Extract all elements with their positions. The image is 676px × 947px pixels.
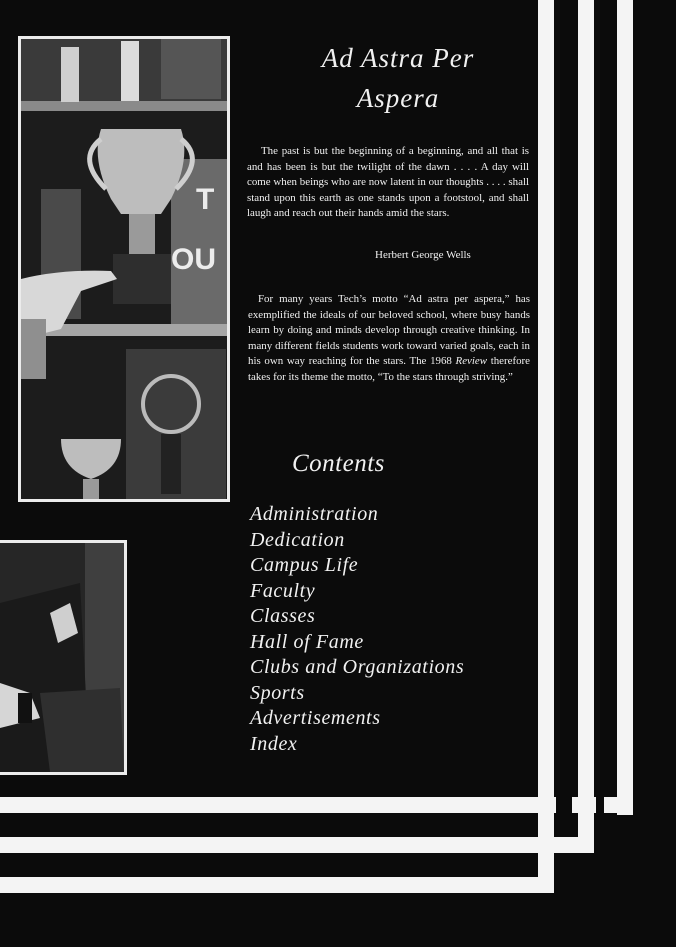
wells-quote: The past is but the beginning of a beginning, and all that is and has been is but the twilight of the dawn . . . . A day will come when beings who are now latent in our thoughts . . . . shall stand upon this earth as one stands upon a footstool, and shall laugh and reach out their hands amid the stars. [247,145,529,220]
frame-stripe-vertical-2 [578,0,594,853]
frame-notch-1 [556,797,572,813]
contents-item-index[interactable]: Index [250,732,298,755]
frame-stripe-vertical-3 [617,0,633,815]
motto-review-title: Review [455,355,487,368]
frame-notch-2 [596,797,604,813]
frame-stripe-vertical-1 [538,0,554,893]
title-line-1: Ad Astra Per [321,43,475,73]
contents-item-hall-of-fame[interactable]: Hall of Fame [250,630,364,653]
contents-list [250,502,464,757]
trophy-case-photo [18,36,230,502]
svg-text:T: T [196,183,215,216]
frame-stripe-horizontal-3 [0,797,633,813]
page-title [268,40,528,116]
trophy-case-illustration [21,39,227,499]
title-line-2: Aspera [356,83,440,113]
motto-text-after: therefore takes for its theme the motto, “To the stars through striving.” [248,355,530,383]
suit-detail-illustration [0,543,124,772]
contents-item-classes[interactable]: Classes [250,605,316,627]
svg-text:OU: OU [171,243,216,276]
contents-item-campus-life[interactable]: Campus Life [250,554,359,576]
frame-stripe-horizontal-1 [0,877,554,893]
contents-item-faculty[interactable]: Faculty [250,579,316,602]
contents-item-sports[interactable]: Sports [250,681,305,704]
contents-item-clubs[interactable]: Clubs and Organizations [250,656,465,678]
frame-stripe-horizontal-2 [0,837,594,853]
contents-heading: Contents [292,450,385,477]
motto-text-before: For many years Tech’s motto “Ad astra per aspera,” has exemplified the ideals of our beloved school, where busy hands learn by doing and minds develop through creative thinking. In many different fields students work toward varied goals, each in his own way reaching for the stars. The 1968 [248,293,530,368]
suit-detail-photo [0,540,127,775]
quote-attribution: Herbert George Wells [375,249,471,261]
contents-item-dedication[interactable]: Dedication [250,528,345,551]
contents-item-administration[interactable]: Administration [250,503,379,525]
motto-paragraph [248,292,530,386]
contents-item-advertisements[interactable]: Advertisements [250,707,381,729]
